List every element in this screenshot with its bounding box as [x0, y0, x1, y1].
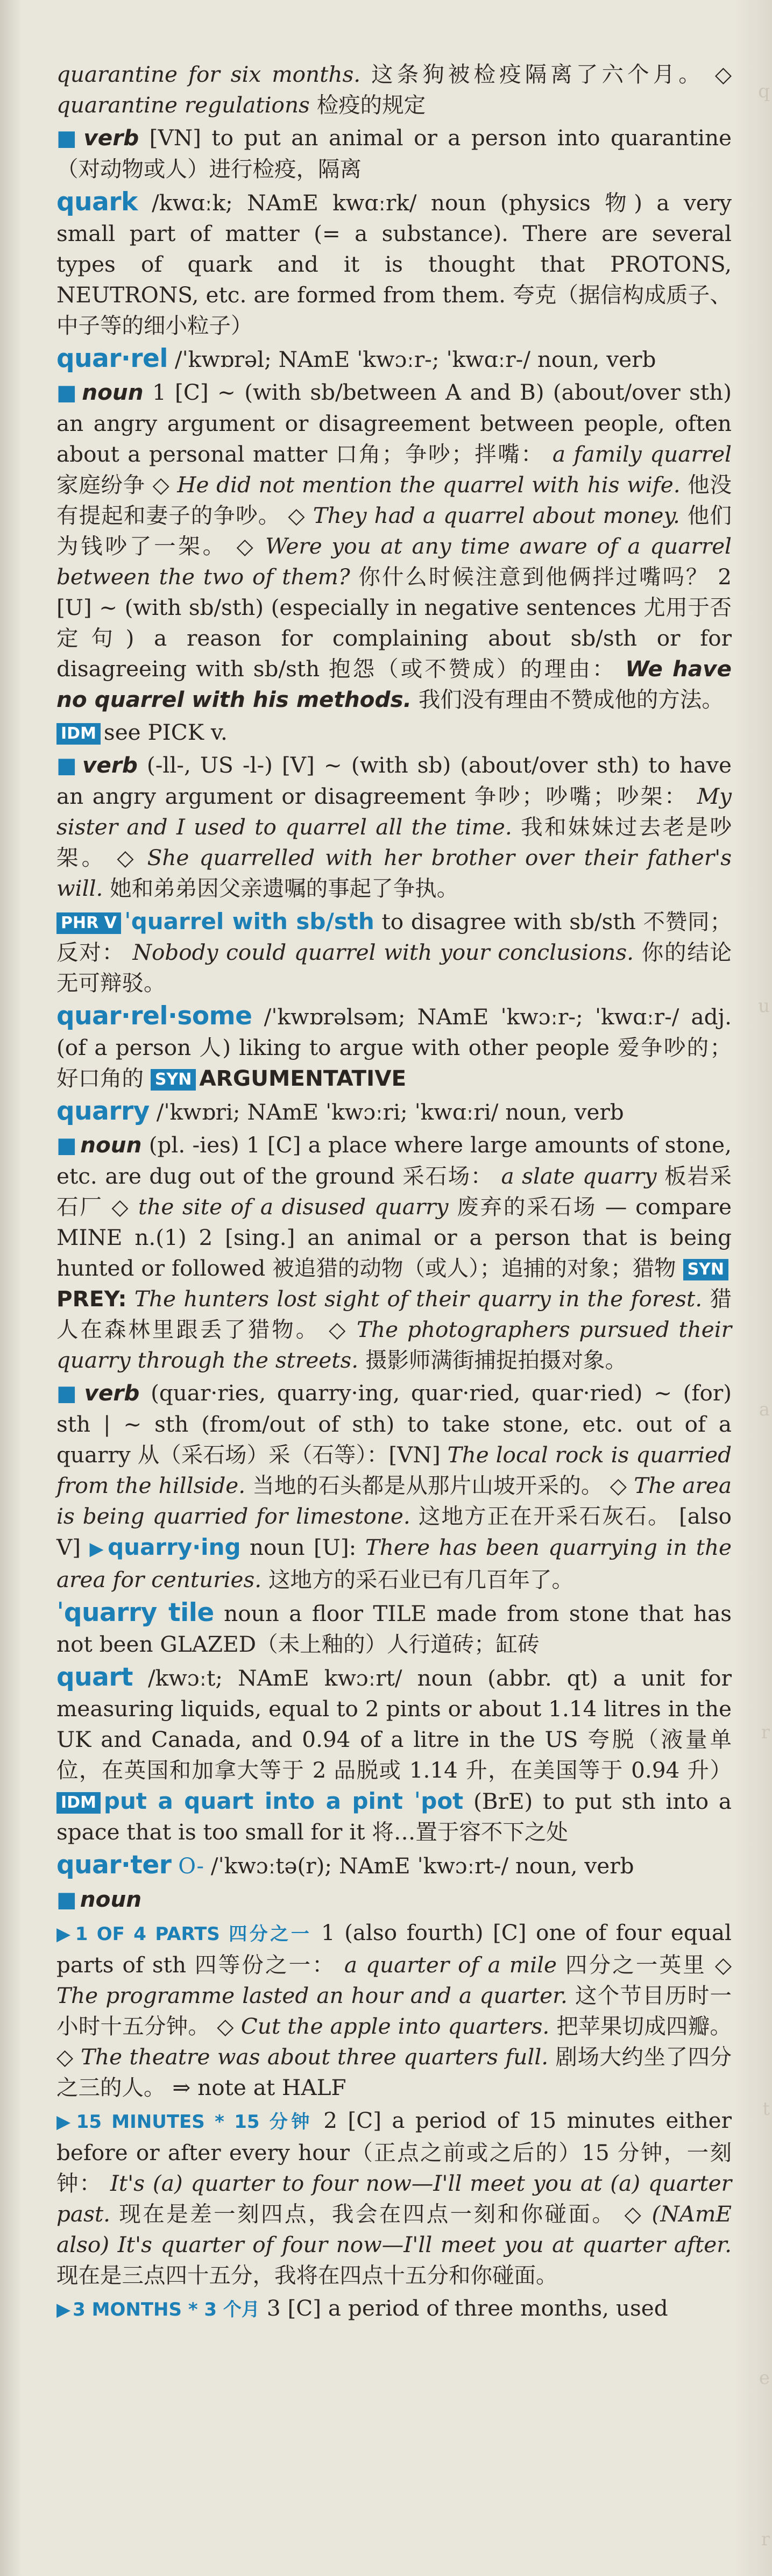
idiom-head: put a quart into a pint ˈpot — [103, 1788, 464, 1814]
headword: quark — [56, 187, 138, 217]
example-translation: 猎人在森林里跟丢了猎物。 — [56, 1286, 732, 1342]
idm-badge: IDM — [56, 1792, 101, 1814]
example: ◇ He did not mention the quarrel with his wife. — [152, 472, 681, 498]
part-of-speech: noun — [80, 1886, 142, 1912]
example-translation: 板岩采石厂 — [56, 1163, 732, 1220]
example: ◇ She quarrelled with her brother over their father's will. — [56, 845, 732, 901]
example-translation: 这地方的采石业已有几百年了。 — [268, 1567, 574, 1593]
sense-label: 3 MONTHS * 3 个月 — [73, 2299, 260, 2320]
definition: /ˈkwɒrəlsəm; NAmE ˈkwɔːr-; ˈkwɑːr-/ adj. (of a person 人) liking to argue with other people 爱争吵的；好口角的 — [56, 1004, 732, 1091]
entry-quark — [56, 187, 732, 341]
example: There has been quarrying in the area for centuries. — [56, 1534, 732, 1593]
entry-quarter — [56, 1850, 732, 1882]
part-of-speech: noun — [80, 1132, 142, 1158]
quarrel-noun-sense — [56, 377, 732, 715]
definition: 3 [C] a period of three months, used — [266, 2295, 668, 2321]
key-word-icon: O- — [178, 1854, 204, 1879]
bleed-letter: q — [758, 81, 770, 102]
headword: ˈquarry tile — [56, 1598, 214, 1627]
example: ◇ the site of a disused quarry — [111, 1194, 449, 1220]
part-of-speech: noun — [82, 379, 144, 405]
example: We have no quarrel with his methods. — [56, 656, 732, 712]
syn-badge: SYN — [151, 1069, 196, 1091]
definition: [VN] to put an animal or a person into quarantine（对动物或人）进行检疫，隔离 — [56, 125, 732, 182]
headword: quarry — [56, 1096, 150, 1126]
entry-quarrel — [56, 343, 732, 375]
example-translation: 现在是差一刻四点，我会在四点一刻和你碰面。 — [119, 2201, 616, 2227]
definition: /kwɔːt; NAmE kwɔːrt/ noun (abbr. qt) a unit for measuring liquids, equal to 2 pints or about 1.14 litres in the UK and Canada, and 0.94 of a litre in the US 夸脱（液量单位，在英国和加拿大等于 2 品脱或 1.14 升，在美国等于 0.94 升） — [56, 1665, 732, 1783]
bleed-letter: t — [762, 2098, 770, 2120]
page-bleed-through — [734, 0, 772, 2576]
example: ◇ The theatre was about three quarters full. — [56, 2044, 549, 2070]
definition: 2 [U] ~ (with sb/sth) (especially in negative sentences 尤用于否定句) a reason for complaining about sb/sth or for disagreeing with sb/sth 抱怨（或不赞成）的理由： — [56, 564, 732, 682]
example-translation: 这个节目历时一小时十五分钟。 — [56, 1983, 732, 2039]
pronunciation: /ˈkwɒrəl; NAmE ˈkwɔːr-; ˈkwɑːr-/ noun, verb — [174, 346, 656, 372]
derivative-head: quarry·ing — [108, 1534, 241, 1560]
example: ◇ (NAmE also) It's quarter of four now—I'll meet you at quarter after. — [56, 2201, 732, 2257]
entry-quart — [56, 1662, 732, 1848]
example-translation: 家庭纷争 — [56, 472, 146, 498]
example-translation: 剧场大约坐了四分之三的人。 — [56, 2044, 732, 2100]
example-translation: 他们为钱吵了一架。 — [56, 503, 732, 559]
bleed-letter: u — [758, 995, 770, 1017]
example: The local rock is quarried from the hillside. — [56, 1442, 732, 1498]
example: a quarter of a mile — [344, 1952, 557, 1978]
headword: quar·rel — [56, 344, 168, 373]
example-translation: 四分之一英里 — [565, 1952, 706, 1978]
example-translation: 检疫的规定 — [316, 92, 426, 118]
example: quarantine for six months. — [56, 61, 361, 87]
synonym: ARGUMENTATIVE — [199, 1065, 407, 1091]
phrv-badge: PHR V — [56, 912, 121, 934]
square-bullet-icon: ■ — [56, 1381, 81, 1406]
quarrel-verb-sense — [56, 750, 732, 904]
cross-reference: see PICK v. — [103, 719, 228, 745]
definition: (pl. -ies) 1 [C] a place where large amounts of stone, etc. are dug out of the ground 采石场： — [56, 1132, 732, 1189]
example: Nobody could quarrel with your conclusions. — [132, 939, 634, 965]
example-translation: 废弃的采石场 — [457, 1194, 597, 1220]
synonym: PREY: — [56, 1286, 127, 1312]
sense-label: 15 MINUTES * 15 分钟 — [76, 2111, 313, 2133]
entry-quarry-tile — [56, 1597, 732, 1660]
square-bullet-icon: ■ — [56, 753, 79, 778]
example: It's (a) quarter to four now—I'll meet you at (a) quarter past. — [56, 2170, 732, 2227]
example: ◇ Were you at any time aware of a quarrel between the two of them? — [56, 533, 732, 590]
example-translation: 你什么时候注意到他俩拌过嘴吗？ — [358, 564, 710, 590]
sense-label: 1 OF 4 PARTS 四分之一 — [75, 1923, 312, 1945]
definition: 1 (also fourth) [C] one of four equal parts of sth 四等份之一： — [56, 1920, 732, 1978]
definition: (quar·ries, quarry·ing, quar·ried, quar·ried) ~ (for) sth | ~ sth (from/out of sth) to take stone, etc. out of a quarry 从（采石场）采（石等）：[VN] — [56, 1380, 732, 1468]
entry-quarantine-tail — [56, 59, 732, 121]
pronunciation: /ˈkwɒri; NAmE ˈkwɔːri; ˈkwɑːri/ noun, verb — [156, 1099, 624, 1125]
headword: quar·rel·some — [56, 1001, 252, 1031]
example-translation: 她和弟弟因父亲遗嘱的事起了争执。 — [110, 875, 459, 901]
definition: noun [U]: — [249, 1534, 357, 1560]
bleed-letter: e — [759, 2367, 770, 2389]
bleed-letter: a — [759, 1399, 770, 1420]
square-bullet-icon: ■ — [56, 1133, 77, 1158]
cross-reference: ⇒ note at HALF — [172, 2075, 346, 2100]
example: My sister and I used to quarrel all the time. — [56, 783, 732, 840]
quarry-verb-sense — [56, 1378, 732, 1595]
part-of-speech: verb — [83, 125, 139, 151]
example-translation: 当地的石头都是从那片山坡开采的。 — [252, 1473, 603, 1498]
idm-badge: IDM — [56, 723, 101, 745]
definition: /kwɑːk; NAmE kwɑːrk/ noun (physics 物) a very small part of matter (= a substance). There are several types of quark and it is thought that PROTONS, NEUTRONS, etc. are formed from them. 夸克（据信构成质子、中子等的细小粒子） — [56, 190, 732, 338]
triangle-bullet-icon: ▶ — [56, 1923, 73, 1945]
example-translation: 我们没有理由不赞成他的方法。 — [418, 687, 724, 712]
phrasal-verb-head: ˈquarrel with sb/sth — [124, 908, 374, 935]
example: a slate quarry — [501, 1163, 657, 1189]
definition: noun a floor TILE made from stone that has not been GLAZED（未上釉的）人行道砖；缸砖 — [56, 1601, 732, 1657]
entry-quarrelsome — [56, 1001, 732, 1094]
quarter-sense-1 — [56, 1917, 732, 2103]
part-of-speech: verb — [82, 752, 138, 778]
triangle-bullet-icon: ▶ — [89, 1538, 106, 1560]
bleed-letter: r — [761, 2529, 770, 2550]
definition: to disagree with sb/sth 不赞同；反对： — [56, 909, 732, 965]
example: ◇ The photographers pursued their quarry through the streets. — [56, 1317, 732, 1373]
part-of-speech: verb — [84, 1380, 140, 1406]
entry-quarry — [56, 1096, 732, 1128]
example: ◇ The programme lasted an hour and a quarter. — [56, 1952, 732, 2008]
square-bullet-icon: ■ — [56, 1887, 77, 1912]
example-translation: 我和妹妹过去老是吵架。 — [56, 814, 732, 871]
example-translation: 你的结论无可辩驳。 — [56, 939, 732, 996]
quarry-noun-sense — [56, 1130, 732, 1376]
definition: 1 [C] ~ (with sb/between A and B) (about/over sth) an angry argument or disagreement between people, often about a personal matter 口角；争吵；拌嘴： — [56, 379, 732, 467]
example-translation: 把苹果切成四瓣。 — [556, 2013, 732, 2039]
definition: 2 [C] a period of 15 minutes either before or after every hour（正点之前或之后的）15 分钟，一刻钟： — [56, 2107, 732, 2196]
triangle-bullet-icon: ▶ — [56, 2111, 74, 2133]
square-bullet-icon: ■ — [56, 380, 79, 405]
headword: quart — [56, 1662, 133, 1692]
page-gutter — [0, 0, 22, 2576]
definition: (BrE) to put sth into a space that is too small for it 将…置于容不下之处 — [56, 1788, 732, 1845]
quarter-sense-3 — [56, 2293, 732, 2325]
example-translation: 他没有提起和妻子的争吵。 — [56, 472, 732, 528]
definition: (-ll-, US -l-) [V] ~ (with sb) (about/over sth) to have an angry argument or disagreement 争吵；吵嘴；吵架： — [56, 752, 732, 809]
square-bullet-icon: ■ — [56, 126, 81, 151]
example: The hunters lost sight of their quarry in the forest. — [134, 1286, 703, 1312]
example: ◇ They had a quarrel about money. — [288, 503, 680, 528]
quarter-noun-header — [56, 1884, 732, 1915]
example-translation: 这条狗被检疫隔离了六个月。 — [371, 61, 704, 87]
example: ◇ Cut the apple into quarters. — [217, 2013, 550, 2039]
grammar-code: [also V] — [56, 1503, 732, 1560]
quarrel-phrasal-verb — [56, 906, 732, 999]
bleed-letter: r — [761, 1722, 770, 1743]
dictionary-column — [56, 59, 732, 2327]
pronunciation: /ˈkwɔːtə(r); NAmE ˈkwɔːrt-/ noun, verb — [210, 1853, 634, 1879]
entry-quarantine-verb — [56, 123, 732, 185]
example: ◇ quarantine regulations — [56, 61, 732, 118]
headword: quar·ter — [56, 1850, 172, 1880]
example: a family quarrel — [552, 441, 732, 467]
example-translation: 这地方正在开采石灰石。 — [418, 1503, 671, 1529]
example: ◇ The area is being quarried for limestone. — [56, 1473, 732, 1529]
example-translation: 现在是三点四十五分，我将在四点十五分和你碰面。 — [56, 2262, 558, 2288]
definition: — compare MINE n.(1) 2 [sing.] an animal or a person that is being hunted or followed 被追猎的动物（或人）；追捕的对象；猎物 — [56, 1194, 732, 1281]
quarter-sense-2 — [56, 2105, 732, 2291]
syn-badge: SYN — [683, 1259, 728, 1280]
example-translation: 摄影师满街捕捉拍摄对象。 — [365, 1347, 627, 1373]
quarrel-idioms — [56, 717, 732, 748]
triangle-bullet-icon: ▶ — [56, 2299, 71, 2320]
